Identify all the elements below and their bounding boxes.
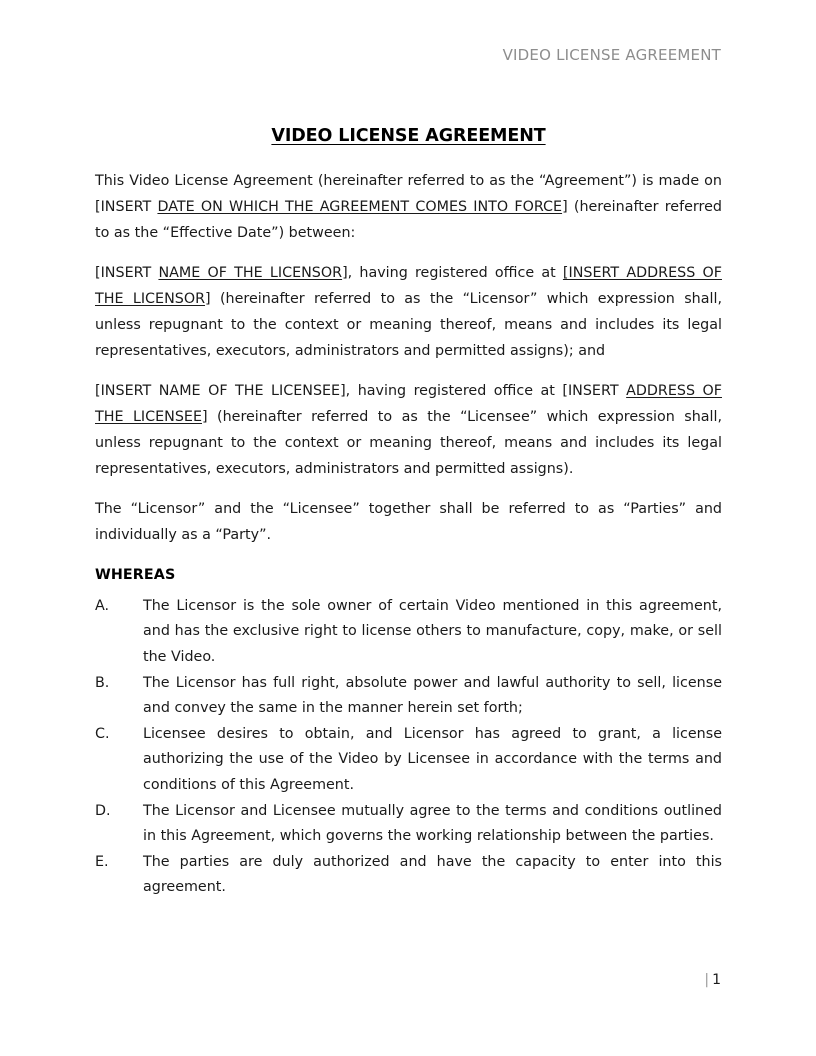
paragraph-licensee: [95, 378, 722, 482]
list-item: [95, 722, 722, 799]
recital-text: The Licensor has full right, absolute power and lawful authority to sell, license and convey the same in the manner herein set forth;: [143, 674, 722, 717]
recitals-list: [95, 594, 722, 901]
recital-marker: C.: [95, 725, 110, 742]
paragraph-licensor: [95, 260, 722, 364]
recital-marker: B.: [95, 674, 110, 691]
licensor-name-placeholder: NAME OF THE LICENSOR: [158, 264, 343, 281]
paragraph-intro: [95, 168, 722, 246]
recital-marker: E.: [95, 853, 109, 870]
list-item: [95, 671, 722, 722]
licensor-address-text: INSERT ADDRESS OF THE LICENSOR: [95, 264, 722, 307]
intro-date-placeholder: DATE ON WHICH THE AGREEMENT COMES INTO FORCE: [157, 198, 563, 215]
paragraph-parties: The “Licensor” and the “Licensee” together shall be referred to as “Parties” and individually as a “Party”.: [95, 500, 722, 543]
list-item: [95, 594, 722, 671]
footer-separator: |: [704, 972, 710, 988]
licensor-lead: [INSERT: [95, 264, 159, 281]
page-title: VIDEO LICENSE AGREEMENT: [271, 126, 546, 146]
licensor-tail: ] (hereinafter referred to as the “Licensor” which expression shall, unless repugnant to the context or meaning thereof, means and includes its legal representatives, executors, administrators and permitted assigns); and: [95, 290, 722, 359]
list-item: [95, 850, 722, 901]
recital-text: The Licensor is the sole owner of certain Video mentioned in this agreement, and has the exclusive right to license others to manufacture, copy, make, or sell the Video.: [143, 597, 722, 665]
whereas-heading: WHEREAS: [95, 566, 176, 583]
recital-text: The Licensor and Licensee mutually agree to the terms and conditions outlined in this Agreement, which governs the working relationship between the parties.: [143, 802, 722, 845]
licensee-tail: ] (hereinafter referred to as the “Licensee” which expression shall, unless repugnant to the context or meaning thereof, means and includes its legal representatives, executors, administrators and permitted assigns).: [95, 408, 723, 477]
recital-marker: A.: [95, 597, 110, 614]
licensee-address-placeholder: ADDRESS OF THE LICENSEE: [95, 382, 722, 425]
licensor-mid: ], having registered office at: [342, 264, 563, 281]
page-number: 1: [712, 972, 721, 988]
running-header: VIDEO LICENSE AGREEMENT: [502, 46, 721, 64]
recital-text: The parties are duly authorized and have the capacity to enter into this agreement.: [143, 853, 722, 896]
list-item: [95, 799, 722, 850]
recital-marker: D.: [95, 802, 111, 819]
page-footer: [95, 972, 721, 989]
intro-text-tail: ] (hereinafter referred to as the “Effective Date”) between:: [95, 198, 722, 241]
document-body: [95, 125, 722, 901]
licensor-address-bracket: [: [562, 264, 569, 281]
intro-text-lead: This Video License Agreement (hereinafter referred to as the “Agreement”) is made on [INSERT: [95, 172, 722, 215]
licensee-lead: [INSERT NAME OF THE LICENSEE], having registered office at [INSERT: [95, 382, 627, 399]
recital-text: Licensee desires to obtain, and Licensor has agreed to grant, a license authorizing the use of the Video by Licensee in accordance with the terms and conditions of this Agreement.: [143, 725, 722, 793]
